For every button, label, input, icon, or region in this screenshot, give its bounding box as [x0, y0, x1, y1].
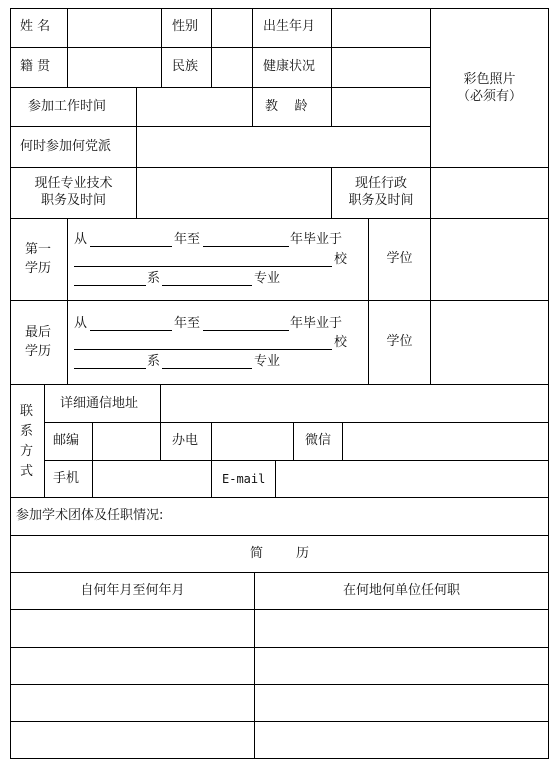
label-name: 姓 名: [20, 19, 51, 34]
label-ethnicity: 民族: [172, 59, 199, 74]
label-contact-2: 系: [20, 424, 34, 439]
grid-line: [10, 758, 549, 759]
input-last-degree[interactable]: [431, 301, 548, 384]
input-ethnicity[interactable]: [212, 48, 252, 87]
grid-line: [67, 218, 68, 385]
text-dept: 系: [147, 271, 161, 286]
label-admin-title: 现任行政: [354, 176, 407, 191]
resume-col-period: 自何年月至何年月: [80, 583, 185, 598]
blank-school[interactable]: [74, 266, 332, 267]
grid-line: [160, 422, 161, 461]
grid-line: [10, 535, 549, 536]
input-postcode[interactable]: [93, 423, 160, 460]
label-postcode: 邮编: [53, 433, 80, 448]
label-teaching-age: 教 龄: [265, 99, 308, 114]
resume-cell[interactable]: [11, 722, 254, 758]
grid-line: [368, 218, 369, 385]
label-first-edu-2: 学历: [25, 261, 52, 276]
resume-title: 简 历: [249, 546, 310, 561]
input-gender[interactable]: [212, 9, 252, 47]
label-native-place: 籍 贯: [20, 59, 51, 74]
photo-note: （必须有）: [456, 89, 522, 104]
input-tech-title[interactable]: [137, 168, 331, 218]
input-academic[interactable]: [11, 498, 548, 535]
text-school: 校: [334, 335, 348, 350]
label-health: 健康状况: [263, 59, 316, 74]
photo-box[interactable]: [431, 9, 548, 167]
text-graduated: 年毕业于: [290, 232, 343, 247]
label-work-start: 参加工作时间: [28, 99, 107, 114]
grid-line: [252, 8, 253, 127]
text-year-to: 年至: [174, 316, 201, 331]
grid-line: [161, 8, 162, 88]
blank-major[interactable]: [162, 368, 252, 369]
label-last-degree: 学位: [386, 334, 413, 349]
photo-label: 彩色照片: [463, 72, 516, 87]
label-contact-1: 联: [20, 404, 34, 419]
resume-cell[interactable]: [255, 722, 548, 758]
label-party: 何时参加何党派: [20, 139, 112, 154]
grid-line: [548, 8, 549, 759]
resume-cell[interactable]: [255, 648, 548, 684]
label-last-edu: 最后: [25, 325, 52, 340]
blank-dept[interactable]: [74, 285, 146, 286]
text-graduated: 年毕业于: [290, 316, 343, 331]
label-last-edu-2: 学历: [25, 344, 52, 359]
label-email: E-mail: [222, 472, 266, 486]
resume-cell[interactable]: [255, 610, 548, 647]
resume-cell[interactable]: [11, 610, 254, 647]
blank-end-year[interactable]: [203, 246, 289, 247]
label-mobile: 手机: [53, 471, 80, 486]
blank-major[interactable]: [162, 285, 252, 286]
label-address: 详细通信地址: [60, 396, 139, 411]
grid-line: [44, 384, 45, 498]
label-birth: 出生年月: [263, 19, 316, 34]
blank-end-year[interactable]: [203, 330, 289, 331]
input-first-degree[interactable]: [431, 219, 548, 300]
input-office-phone[interactable]: [212, 423, 293, 460]
blank-school[interactable]: [74, 349, 332, 350]
blank-dept[interactable]: [74, 368, 146, 369]
text-year-to: 年至: [174, 232, 201, 247]
label-tech-title-2: 职务及时间: [40, 193, 106, 208]
input-teaching-age[interactable]: [332, 88, 430, 126]
input-health[interactable]: [332, 48, 430, 87]
input-wechat[interactable]: [343, 423, 548, 460]
resume-col-position: 在何地何单位任何职: [342, 583, 460, 598]
blank-start-year[interactable]: [90, 330, 172, 331]
label-gender: 性别: [172, 19, 199, 34]
grid-line: [10, 572, 549, 573]
text-major: 专业: [254, 271, 281, 286]
text-major: 专业: [254, 354, 281, 369]
resume-cell[interactable]: [11, 648, 254, 684]
label-admin-title-2: 职务及时间: [348, 193, 414, 208]
text-school: 校: [334, 252, 348, 267]
input-email[interactable]: [276, 461, 548, 497]
label-contact-4: 式: [20, 464, 34, 479]
input-work-start[interactable]: [137, 88, 252, 126]
text-from: 从: [74, 232, 88, 247]
text-from: 从: [74, 316, 88, 331]
blank-start-year[interactable]: [90, 246, 172, 247]
input-admin-title[interactable]: [431, 168, 548, 218]
input-address[interactable]: [161, 385, 548, 422]
grid-line: [293, 422, 294, 461]
label-tech-title: 现任专业技术: [34, 176, 113, 191]
input-mobile[interactable]: [93, 461, 211, 497]
resume-cell[interactable]: [255, 685, 548, 721]
text-dept: 系: [147, 354, 161, 369]
label-first-degree: 学位: [386, 251, 413, 266]
input-birth[interactable]: [332, 9, 430, 47]
label-wechat: 微信: [305, 433, 332, 448]
input-name[interactable]: [68, 9, 161, 47]
resume-cell[interactable]: [11, 685, 254, 721]
label-academic: 参加学术团体及任职情况:: [16, 508, 164, 523]
label-contact-3: 方: [20, 444, 34, 459]
label-first-edu: 第一: [25, 242, 52, 257]
input-party[interactable]: [137, 127, 430, 167]
label-office-phone: 办电: [172, 433, 199, 448]
input-native-place[interactable]: [68, 48, 161, 87]
